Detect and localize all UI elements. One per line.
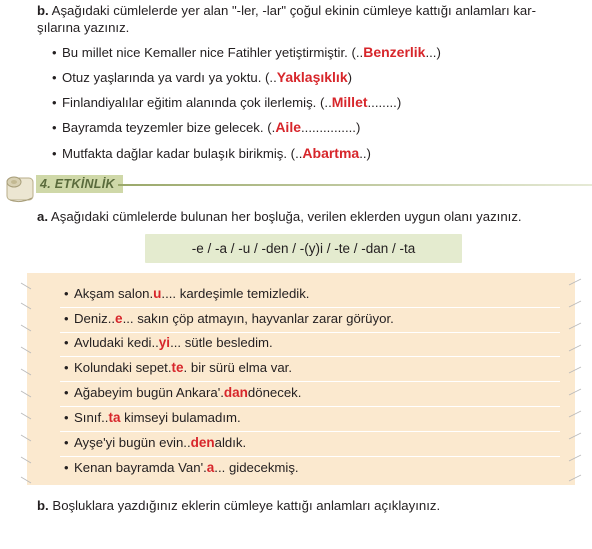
sentence-before: Akşam salon.	[74, 286, 154, 301]
list-item	[52, 69, 352, 85]
bullet-icon: •	[64, 410, 69, 425]
answer-text: dan	[223, 385, 248, 400]
bullet-icon: •	[64, 385, 69, 400]
list-item	[52, 94, 401, 110]
bullet-icon: •	[64, 286, 69, 301]
answer-text: Aile	[275, 119, 301, 135]
answer-text: a	[206, 460, 215, 475]
list-item	[64, 435, 246, 450]
answer-text: Millet	[331, 94, 368, 110]
sentence-after: aldık.	[214, 435, 247, 450]
blank-close: ..)	[359, 146, 371, 161]
question-text: Boşluklara yazdığınız eklerin cümleye kattığı anlamları açıklayınız.	[48, 498, 441, 513]
blank-open: (..	[347, 45, 364, 60]
bullet-icon: •	[52, 45, 57, 60]
bullet-icon: •	[64, 335, 69, 350]
blank-close: ...)	[425, 45, 441, 60]
question-text: Aşağıdaki cümlelerde bulunan her boşluğa, verilen eklerden uygun olanı yazınız.	[48, 209, 522, 224]
list-item	[64, 360, 292, 375]
paper-right-edge	[563, 273, 583, 485]
answer-text: yi	[158, 335, 171, 350]
list-item	[52, 119, 360, 135]
paper-left-edge	[19, 273, 39, 485]
sentence-before: Ağabeyim bugün Ankara'.	[74, 385, 224, 400]
list-item	[64, 410, 241, 425]
sentence-after: .... kardeşimle temizledik.	[161, 286, 310, 301]
row-divider	[60, 456, 560, 457]
sentence-after: dönecek.	[247, 385, 302, 400]
question-letter: a.	[37, 209, 48, 224]
answer-text: Yaklaşıklık	[276, 69, 348, 85]
question-letter: b.	[37, 3, 49, 18]
sentence-text: Bayramda teyzemler bize gelecek.	[62, 120, 264, 135]
sentence-after: . bir sürü elma var.	[183, 360, 292, 375]
answer-text: Benzerlik	[363, 44, 426, 60]
list-item	[64, 385, 301, 400]
list-item	[52, 44, 441, 60]
bullet-icon: •	[64, 460, 69, 475]
sentence-before: Avludaki kedi..	[74, 335, 159, 350]
list-item	[64, 460, 299, 475]
question-b-bottom	[37, 497, 440, 514]
row-divider	[60, 431, 560, 432]
row-divider	[60, 406, 560, 407]
sentence-text: Bu millet nice Kemaller nice Fatihler yetiştirmiştir.	[62, 45, 348, 60]
suffix-list-box: -e / -a / -u / -den / -(y)i / -te / -dan / -ta	[145, 234, 462, 263]
blank-close: ...............)	[301, 120, 361, 135]
list-item	[64, 335, 273, 350]
bullet-icon: •	[52, 120, 57, 135]
blank-close: )	[347, 70, 353, 85]
sentence-after: ... sakın çöp atmayın, hayvanlar zarar görüyor.	[122, 311, 394, 326]
answer-text: te	[171, 360, 184, 375]
sentence-before: Kolundaki sepet.	[74, 360, 172, 375]
sentence-before: Ayşe'yi bugün evin..	[74, 435, 191, 450]
blank-open: (..	[316, 95, 332, 110]
sentence-text: Otuz yaşlarında ya vardı ya yoktu.	[62, 70, 262, 85]
answer-text: u	[153, 286, 162, 301]
list-item	[64, 286, 309, 301]
question-b-top	[37, 2, 587, 36]
bullet-icon: •	[64, 360, 69, 375]
blank-close: ........)	[367, 95, 402, 110]
row-divider	[60, 307, 560, 308]
sentence-text: Mutfakta dağlar kadar bulaşık birikmiş.	[62, 146, 288, 161]
bullet-icon: •	[52, 70, 57, 85]
row-divider	[60, 332, 560, 333]
blank-open: (..	[287, 146, 303, 161]
bullet-icon: •	[64, 435, 69, 450]
bullet-icon: •	[64, 311, 69, 326]
question-text-line2: şılarına yazınız.	[37, 20, 130, 35]
bullet-icon: •	[52, 146, 57, 161]
sentence-before: Kenan bayramda Van'.	[74, 460, 207, 475]
blank-open: (.	[263, 120, 276, 135]
activity-divider	[118, 184, 592, 186]
bullet-icon: •	[52, 95, 57, 110]
list-item	[52, 145, 371, 161]
sentence-before: Sınıf..	[74, 410, 109, 425]
sentence-after: kimseyi bulamadım.	[120, 410, 241, 425]
row-divider	[60, 356, 560, 357]
answer-text: den	[190, 435, 215, 450]
answer-text: e	[115, 311, 123, 326]
sentence-paper	[27, 273, 575, 485]
question-letter: b.	[37, 498, 49, 513]
sentence-after: ... gidecekmiş.	[214, 460, 299, 475]
answer-text: Abartma	[302, 145, 360, 161]
scroll-icon	[4, 170, 36, 206]
blank-open: (..	[261, 70, 277, 85]
row-divider	[60, 381, 560, 382]
sentence-text: Finlandiyalılar eğitim alanında çok ilerlemiş.	[62, 95, 317, 110]
activity-title: 4. ETKİNLİK	[36, 175, 123, 193]
list-item	[64, 311, 394, 326]
sentence-before: Deniz..	[74, 311, 116, 326]
question-a	[37, 208, 522, 225]
question-text-line1: Aşağıdaki cümlelerde yer alan "-ler, -lar" çoğul ekinin cümleye kattığı anlamları kar-	[48, 3, 536, 18]
sentence-after: ... sütle besledim.	[170, 335, 273, 350]
answer-text: ta	[108, 410, 121, 425]
